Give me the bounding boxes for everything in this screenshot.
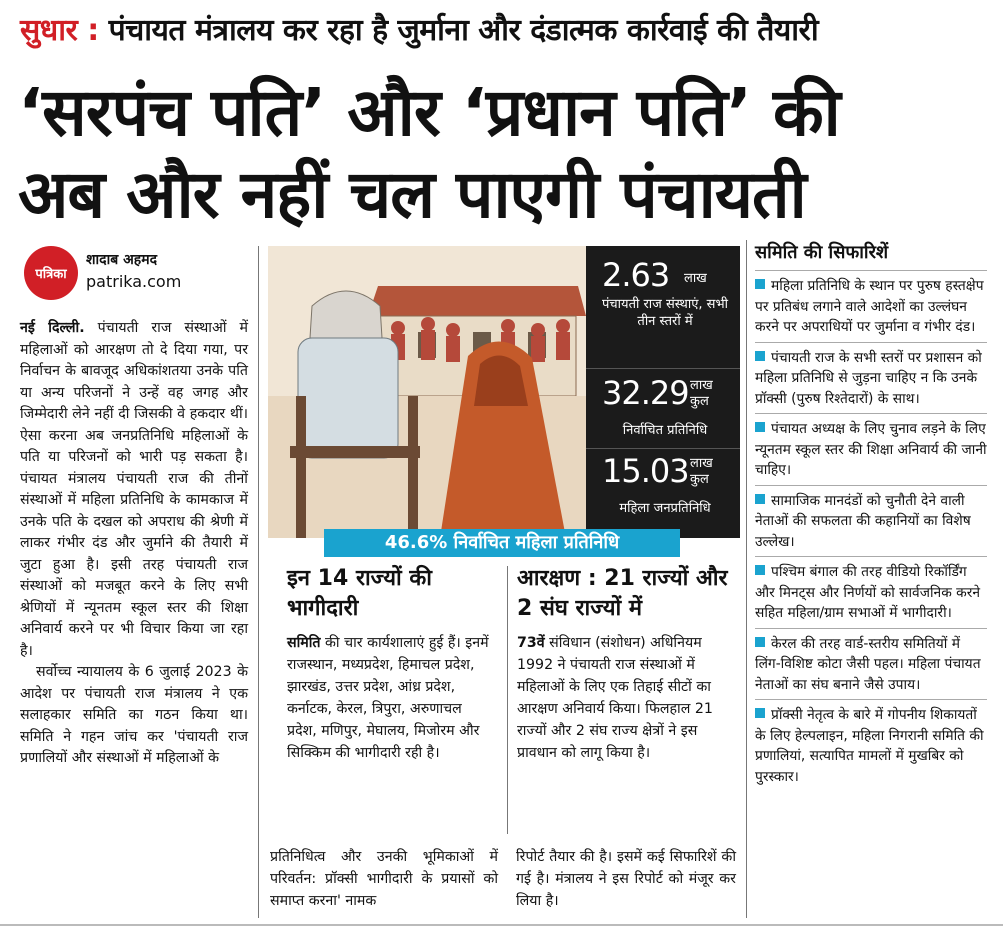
headline-line-2: अब और नहीं चल पाएगी पंचायती (18, 156, 806, 233)
stat-unit: लाख कुल (690, 378, 713, 409)
recommendation-item (755, 485, 987, 557)
stat-desc: पंचायती राज संस्थाएं, सभी तीन स्तरों में (602, 297, 728, 329)
square-bullet-icon (755, 279, 765, 289)
section-reservation-title: आरक्षण : 21 राज्यों और 2 संघ राज्यों में (517, 566, 728, 621)
author-name: शादाब अहमद (86, 252, 158, 268)
recommendation-text: पंचायती राज के सभी स्तरों पर प्रशासन को महिला प्रतिनिधि से जुड़ना चाहिए न कि उनके प्रॉक्सी (पुरुष रिश्तेदारों) के साथ। (755, 349, 982, 407)
sidebar-divider (746, 240, 747, 918)
recommendation-text: सामाजिक मानदंडों को चुनौती देने वाली नेताओं की सफलता की कहानियों का विशेष उल्लेख। (755, 492, 971, 550)
stat-value: 2.63 (602, 256, 670, 294)
stat-desc: महिला जनप्रतिनिधि (619, 501, 711, 516)
byline (24, 246, 254, 306)
article-column-1 (20, 318, 248, 770)
column-divider (258, 246, 259, 918)
stat-unit: लाख कुल (690, 456, 713, 487)
section-states-title: इन 14 राज्यों की भागीदारी (287, 566, 432, 621)
stat-desc: निर्वाचित प्रतिनिधि (622, 423, 708, 438)
stat-unit: लाख (684, 271, 707, 286)
section-states-body (287, 632, 495, 764)
section-divider (507, 566, 508, 834)
recommendation-text: प्रॉक्सी नेतृत्व के बारे में गोपनीय शिकायतों के लिए हेल्पलाइन, महिला निगरानी समिति की प्रणालियां, सत्यापित मामलों में मुखबिर को पुरस्कार। (755, 707, 984, 785)
section-states-lead: समिति (287, 635, 321, 651)
recommendation-text: केरल की तरह वार्ड-स्तरीय समितियों में लिंग-विशिष्ट कोटा जैसी पहल। महिला पंचायत नेताओं का संघ बनाने जैसे उपाय। (755, 635, 981, 693)
recommendation-item (755, 628, 987, 700)
article-continuation-right: रिपोर्ट तैयार की है। इसमें कई सिफारिशें की गई है। मंत्रालय ने इस रिपोर्ट को मंजूर कर लिया है। (516, 849, 736, 909)
stat-institutions (586, 246, 740, 369)
section-reservation-body (517, 632, 729, 764)
women-percent-banner: 46.6% निर्वाचित महिला प्रतिनिधि (324, 529, 680, 557)
recommendation-text: पंचायत अध्यक्ष के लिए चुनाव लड़ने के लिए न्यूनतम स्कूल स्तर की शिक्षा अनिवार्य की जानी चाहिए। (755, 421, 987, 478)
site-link[interactable]: patrika.com (86, 272, 182, 291)
recommendation-item (755, 556, 987, 628)
kicker-text: पंचायत मंत्रालय कर रहा है जुर्माना और दंडात्मक कार्रवाई की तैयारी (108, 13, 819, 48)
recommendation-text: महिला प्रतिनिधि के स्थान पर पुरुष हस्तक्षेप पर प्रतिबंध लगाने वाले आदेशों का उल्लंघन करने पर अपराधियों पर जुर्माना व गंभीर दंड। (755, 278, 984, 335)
square-bullet-icon (755, 708, 765, 718)
section-states-text: की चार कार्यशालाएं हुई हैं। इनमें राजस्थान, मध्यप्रदेश, हिमाचल प्रदेश, झारखंड, उत्तर प्रदेश, आंध्र प्रदेश, कर्नाटक, केरल, त्रिपुरा, अरुणाचल प्रदेश, मणिपुर, मेघालय, मिजोरम और सिक्किम की भागीदारी रही है। (287, 635, 489, 761)
recommendation-item (755, 270, 987, 342)
stats-panel (586, 246, 740, 538)
recommendations-sidebar (755, 240, 987, 791)
dateline: नई दिल्ली. (20, 320, 85, 336)
stat-value: 15.03 (602, 452, 689, 490)
kicker (20, 8, 818, 49)
headline-line-1: ‘सरपंच पति’ और ‘प्रधान पति’ की (18, 74, 840, 151)
stat-value: 32.29 (602, 374, 689, 412)
article-para-1: पंचायती राज संस्थाओं में महिलाओं को आरक्षण तो दे दिया गया, पर निर्वाचन के बावजूद अधिकांशतया उनके पति या अन्य परिजनों ने उन्हें वह जगह और जिम्मेदारी लेने नहीं दी जिसकी वे हकदार थीं। ऐसा करना अब जनप्रतिनिधि महिलाओं के पति या परिजनों को भारी पड़ सकता है। पंचायत मंत्रालय पंचायती राज की तीनों संस्थाओं में महिला प्रतिनिधि के कामकाज में उनके पति के दखल को अपराध की श्रेणी में लाकर गंभीर दंड और जुर्माने की तैयारी में जुटा हुआ है। इसी तरह पंचायती राज संस्थाओं को मजबूत करने के लिए सभी श्रेणियों में न्यूनतम स्कूल स्तर की शिक्षा अनिवार्य करने पर भी विचार किया जा रहा है। (20, 320, 248, 659)
recommendation-text: पश्चिम बंगाल की तरह वीडियो रिकॉर्डिंग और मिनट्स और निर्णयों को सार्वजनिक करने सहित महिला/ग्राम सभाओं में भागीदारी। (755, 564, 981, 621)
square-bullet-icon (755, 422, 765, 432)
article-continuation-left: प्रतिनिधित्व और उनकी भूमिकाओं में परिवर्तन: प्रॉक्सी भागीदारी के प्रयासों को समाप्त करना' नामक (270, 849, 498, 909)
square-bullet-icon (755, 565, 765, 575)
illustration-svg (268, 246, 586, 538)
village-illustration (268, 246, 586, 538)
section-reservation-lead: 73वें (517, 635, 545, 651)
recommendation-item (755, 413, 987, 485)
section-reservation-text: संविधान (संशोधन) अधिनियम 1992 ने पंचायती राज संस्थाओं में महिलाओं के लिए एक तिहाई सीटों का आरक्षण अनिवार्य किया। फिलहाल 21 राज्यों और 2 संघ राज्य क्षेत्रों ने इस प्रावधान को लागू किया है। (517, 635, 713, 761)
square-bullet-icon (755, 351, 765, 361)
square-bullet-icon (755, 494, 765, 504)
recommendations-title: समिति की सिफारिशें (755, 242, 889, 263)
article-para-2: सर्वोच्च न्यायालय के 6 जुलाई 2023 के आदेश पर पंचायती राज मंत्रालय ने एक सलाहकार समिति का गठन किया था। समिति ने गहन जांच कर 'पंचायती राज प्रणालियों और संस्थाओं में महिलाओं के (20, 664, 248, 766)
recommendation-item (755, 342, 987, 414)
stat-elected (586, 368, 740, 449)
square-bullet-icon (755, 637, 765, 647)
patrika-logo: पत्रिका (24, 246, 78, 300)
recommendation-item (755, 699, 987, 791)
kicker-label: सुधार (20, 13, 78, 48)
bottom-rule (0, 924, 1003, 926)
stat-women (586, 448, 740, 538)
kicker-separator: : (77, 13, 109, 48)
